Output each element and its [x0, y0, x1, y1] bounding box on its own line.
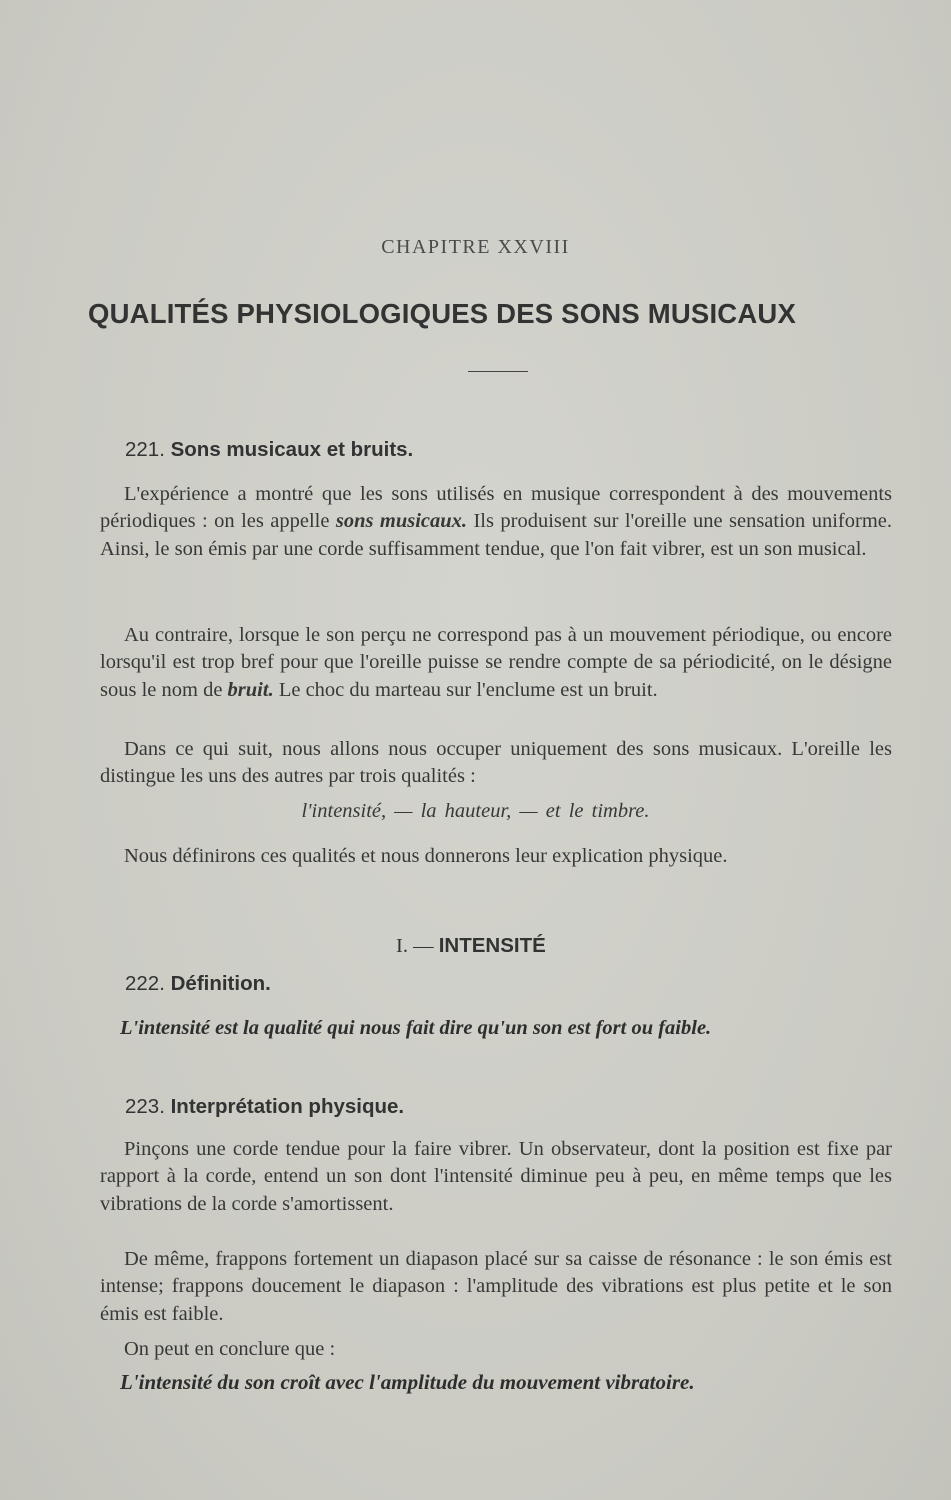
- section-221-body-2: [100, 622, 892, 704]
- part-numeral: I. —: [396, 935, 434, 957]
- title-divider: [468, 371, 528, 372]
- section-223-body: [100, 1136, 892, 1218]
- qualities-list: l'intensité, — la hauteur, — et le timbre.: [301, 800, 650, 822]
- section-223-body-3: [100, 1336, 892, 1363]
- paragraph: Dans ce qui suit, nous allons nous occuper uniquement des sons musicaux. L'oreille les distingue les uns des autres par trois qualités :: [100, 738, 892, 788]
- chapter-label: CHAPITRE XXVIII: [381, 236, 570, 258]
- text-run: Le choc du marteau sur l'enclume est un bruit.: [273, 678, 658, 701]
- definition-text: L'intensité est la qualité qui nous fait dire qu'un son est fort ou faible.: [120, 1017, 712, 1039]
- paragraph: On peut en conclure que :: [124, 1338, 336, 1360]
- section-221-body: [100, 481, 892, 563]
- part-title: INTENSITÉ: [438, 934, 546, 957]
- paragraph: [100, 622, 892, 704]
- paragraph: De même, frappons fortement un diapason placé sur sa caisse de résonance : le son émis est intense; frappons doucement le diapason : l'amplitude des vibrations est plus petite et le son émis est faible.: [100, 1248, 892, 1325]
- section-221-body-4: [100, 843, 892, 870]
- paragraph: Nous définirons ces qualités et nous donnerons leur explication physique.: [124, 845, 728, 867]
- emphasis-term: bruit.: [227, 678, 274, 701]
- text-run: Au contraire, lorsque le son perçu ne correspond pas à un mouvement périodique, ou encore lorsqu'il est trop bref pour que l'oreille puisse se rendre compte de sa périodicité, on le désigne sous le nom de: [100, 624, 892, 701]
- part-heading: [396, 934, 546, 958]
- paragraph: Pinçons une corde tendue pour la faire vibrer. Un observateur, dont la position est fixe par rapport à la corde, entend un son dont l'intensité diminue peu à peu, en même temps que les vibrations de la corde s'amortissent.: [100, 1138, 892, 1215]
- section-223-body-2: [100, 1246, 892, 1328]
- intensity-law: L'intensité du son croît avec l'amplitude du mouvement vibratoire.: [120, 1370, 695, 1394]
- section-221-body-3: [100, 736, 892, 791]
- section-number: 221.: [125, 438, 165, 461]
- text-run: Ils produisent sur l'oreille une sensation uniforme. Ainsi, le son émis par une corde suffisamment tendue, que l'on fait vibrer, est un son musical.: [100, 510, 892, 560]
- text-run: L'expérience a montré que les sons utilisés en musique correspondent à des mouvements périodiques : on les appelle: [100, 483, 892, 533]
- section-number: 223.: [125, 1095, 165, 1118]
- emphasis-term: sons musicaux.: [335, 510, 468, 533]
- section-title: Définition.: [170, 972, 271, 995]
- section-title: Interprétation physique.: [170, 1095, 405, 1118]
- section-223-heading: [125, 1095, 404, 1119]
- section-title: Sons musicaux et bruits.: [170, 438, 414, 461]
- chapter-title: QUALITÉS PHYSIOLOGIQUES DES SONS MUSICAUX: [88, 298, 797, 329]
- section-222-heading: [125, 972, 271, 996]
- section-221-heading: [125, 438, 413, 462]
- paragraph: [100, 481, 892, 563]
- section-number: 222.: [125, 972, 165, 995]
